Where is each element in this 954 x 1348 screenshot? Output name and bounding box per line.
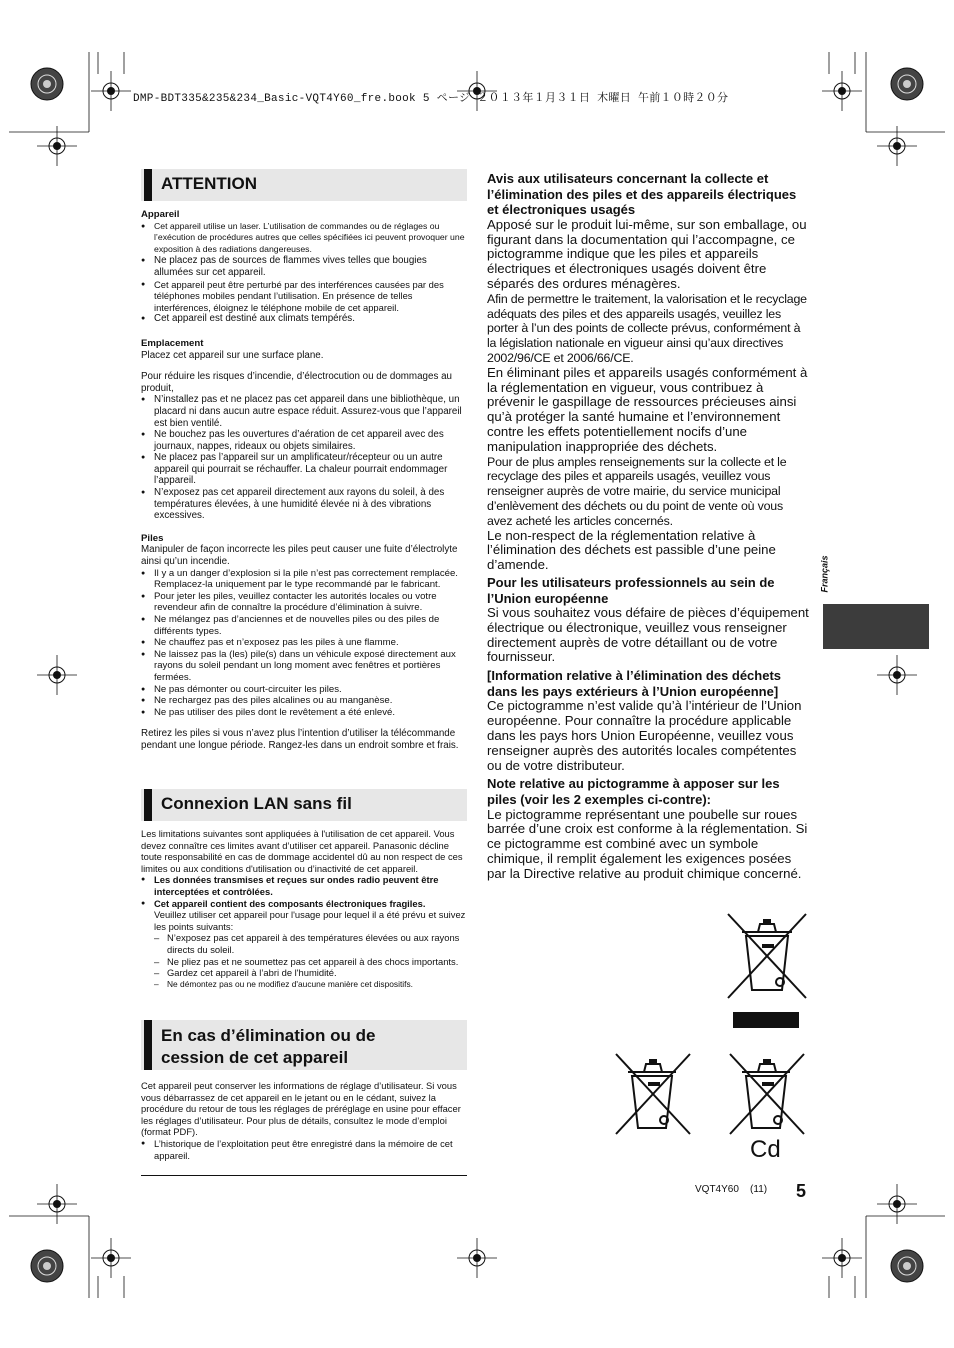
list-item: – N’exposez pas cet appareil à des températures élevées ou aux rayons directs du soleil.	[154, 932, 467, 955]
language-tab	[823, 604, 929, 649]
section-elimination	[141, 1020, 467, 1161]
footer-code: VQT4Y60 (11)	[695, 1184, 768, 1195]
list-item: ● Ne bouchez pas les ouvertures d’aération de cet appareil avec des journaux, nappes, rideaux ou objets similaires.	[141, 429, 467, 452]
crossed-bin-icon	[724, 910, 810, 1028]
subheading-piles: Piles	[141, 532, 164, 544]
list-item: ● Ne rechargez pas des piles alcalines ou au manganèse.	[141, 695, 467, 707]
list-item: ● Cet appareil peut être perturbé par des interférences causées par des téléphones mobiles pendant l’utilisation. En présence de telles interférences, éloignez le téléphone mobile de cet appareil.	[141, 279, 467, 314]
section-elimination-header	[141, 1020, 467, 1070]
list-item: ● Cet appareil est destiné aux climats tempérés.	[141, 313, 467, 325]
section-lan	[141, 789, 467, 990]
subheading-emplacement: Emplacement	[141, 337, 204, 349]
list-item: ● Ne pas utiliser des piles dont le revêtement a été enlevé.	[141, 707, 467, 719]
lan-dash-list	[141, 932, 467, 990]
list-item: ● Ne pas démonter ou court-circuiter les piles.	[141, 684, 467, 696]
paragraph: Ce pictogramme n’est valide qu’à l’intérieur de l’Union européenne. Pour connaître la procédure applicable dans les pays hors Union Européenne, veuillez vous renseigner auprès des autorités locales compétentes ou de votre distributeur.	[487, 698, 802, 773]
subheading-appareil: Appareil	[141, 209, 180, 220]
heading-professionnels: Pour les utilisateurs professionnels au sein de l’Union européenne	[487, 574, 775, 606]
list-item: – Ne démontez pas ou ne modifiez d'aucune manière cet dispositifs.	[154, 979, 467, 991]
lan-list	[141, 874, 467, 932]
list-item: ● Ne placez pas l’appareil sur un amplificateur/récepteur ou un autre appareil qui pourrait se réchauffer. La chaleur pourrait endommager l’appareil.	[141, 452, 467, 487]
risques-list	[141, 394, 467, 522]
list-item: ● Ne laissez pas la (les) pile(s) dans un véhicule exposé directement aux rayons du soleil pendant un long moment avec fenêtres et portières fermées.	[141, 649, 467, 684]
piles-list	[141, 568, 467, 719]
list-item	[141, 898, 467, 933]
cadmium-symbol: Cd	[750, 1136, 781, 1163]
piles-outro: Retirez les piles si vous n’avez plus l’intention d’utiliser la télécommande pendant une longue période. Rangez-les dans un endroit sombre et frais.	[141, 728, 459, 751]
list-item-bold: Cet appareil contient des composants électroniques fragiles.	[154, 897, 426, 909]
appareil-list	[141, 221, 467, 325]
elimination-list	[141, 1138, 467, 1161]
list-item: ● Pour jeter les piles, veuillez contacter les autorités locales ou votre revendeur afin de connaître la procédure d’élimination à suivre.	[141, 591, 467, 614]
heading-hors-ue: [Information relative à l’élimination des déchets dans les pays extérieurs à l’Union européenne]	[487, 668, 782, 699]
elimination-text: Cet appareil peut conserver les informations de réglage d’utilisateur. Si vous vous débarrassez de cet appareil en le jetant ou en le cédant, suivez la procédure du retour de tous les réglages de préréglage en usine pour effacer les réglages d’utilisateur. Pour plus de détails, consultez le mode d’emploi (format PDF).	[141, 1080, 461, 1138]
list-item-text: Veuillez utiliser cet appareil pour l'usage pour lequel il a été prévu et suivez les points suivants:	[154, 909, 466, 932]
section-attention-header	[141, 169, 467, 201]
list-item: ● Les données transmises et reçues sur ondes radio peuvent être interceptées et contrôlées.	[141, 874, 467, 897]
section-title: ATTENTION	[161, 174, 258, 193]
paragraph: Pour de plus amples renseignements sur la collecte et le recyclage des piles et appareils usagés, veuillez vous renseigner auprès de votre mairie, du service municipal d’enlèvement des déchets ou du point de vente où vous avez acheté les articles concernés.	[487, 454, 787, 528]
heading-note-pictogramme: Note relative au pictogramme à apposer sur les piles (voir les 2 exemples ci-contre):	[487, 776, 780, 808]
bottom-rule	[141, 1175, 467, 1176]
section-title: En cas d’élimination ou de cession de cet appareil	[161, 1026, 376, 1067]
list-item: – Ne pliez pas et ne soumettez pas cet appareil à des chocs importants.	[154, 956, 467, 968]
risques-intro: Pour réduire les risques d’incendie, d’électrocution ou de dommages au produit,	[141, 371, 452, 394]
list-item: ● N’installez pas et ne placez pas cet appareil dans une bibliothèque, un placard ni dans aucun autre espace réduit. Assurez-vous que l’appareil est bien ventilé.	[141, 394, 467, 429]
lan-intro: Les limitations suivantes sont appliquées à l'utilisation de cet appareil. Vous devez connaître ces limites avant d’utiliser cet appareil. Panasonic décline toute responsabilité en cas de dommage accidentel dû au non respect de ces limites ou aux conditions d'utilisation ou d’inactivité de cet appareil.	[141, 828, 463, 874]
section-lan-header	[141, 789, 467, 821]
list-item: ● N’exposez pas cet appareil directement aux rayons du soleil, à des températures élevées, à une humidité élevée ni à des vibrations excessives.	[141, 487, 467, 522]
heading-avis: Avis aux utilisateurs concernant la collecte et l’élimination des piles et des appareils électriques et électroniques usagés	[487, 171, 797, 218]
page-number: 5	[796, 1181, 807, 1201]
paragraph: Le pictogramme représentant une poubelle sur roues barrée d’une croix est conforme à la réglementation. Si ce pictogramme est combiné avec un symbole chimique, il remplit également les exigences posées par la Directive relative au produit chimique concerné.	[487, 806, 808, 881]
paragraph: Si vous souhaitez vous défaire de pièces d’équipement électrique ou électronique, veuillez vous renseigner directement auprès de votre détaillant ou de votre fournisseur.	[487, 605, 809, 665]
print-header: DMP-BDT335&235&234_Basic-VQT4Y60_fre.book 5 ページ ２０１３年１月３１日 木曜日 午前１０時２０分	[133, 93, 729, 105]
paragraph: Afin de permettre le traitement, la valorisation et le recyclage adéquats des piles et des appareils usagés, veuillez les porter à l’un des points de collecte prévus, conformément à la législation nationale en vigueur ainsi qu’aux directives 2002/96/CE et 2006/66/CE.	[487, 291, 807, 365]
left-column	[141, 169, 467, 752]
list-item: ● Ne placez pas de sources de flammes vives telles que bougies allumées sur cet appareil.	[141, 255, 467, 278]
emplacement-text: Placez cet appareil sur une surface plane.	[141, 349, 324, 361]
crossed-bin-icon	[612, 1052, 694, 1136]
list-item: ● Cet appareil utilise un laser. L’utilisation de commandes ou de réglages ou l’exécution de procédures autres que celles spécifiées ici peuvent provoquer une exposition à des radiations dangereuses.	[141, 221, 467, 256]
piles-intro: Manipuler de façon incorrecte les piles peut causer une fuite d’électrolyte ainsi qu’un incendie.	[141, 544, 458, 568]
list-item: ● Ne chauffez pas et n’exposez pas les piles à une flamme.	[141, 637, 467, 649]
crossed-bin-icon	[726, 1052, 808, 1136]
language-tab-label: Français	[819, 555, 830, 593]
right-column	[487, 171, 811, 882]
list-item: – Gardez cet appareil à l’abri de l'humidité.	[154, 967, 467, 979]
list-item: ● Ne mélangez pas d’anciennes et de nouvelles piles ou des piles de différents types.	[141, 614, 467, 637]
paragraph: Apposé sur le produit lui-même, sur son emballage, ou figurant dans la documentation qui l’accompagne, ce pictogramme indique que les piles et appareils électriques et électroniques usagés doivent être séparés des ordures ménagères.	[487, 216, 807, 291]
section-title: Connexion LAN sans fil	[161, 794, 352, 813]
list-item: ● Il y a un danger d’explosion si la pile n’est pas correctement remplacée. Remplacez-la uniquement par le type recommandé par le fabricant.	[141, 568, 467, 591]
paragraph: En éliminant piles et appareils usagés conformément à la réglementation en vigueur, vous contribuez à prévenir le gaspillage de ressources précieuses ainsi qu’à protéger la santé humaine et l’environnement contre les effets potentiellement nocifs d’une manipulation inappropriée des déchets.	[487, 364, 808, 454]
paragraph: Le non-respect de la réglementation relative à l’élimination des déchets est passible d’une peine d’amende.	[487, 527, 776, 573]
list-item: ● L’historique de l’exploitation peut être enregistré dans la mémoire de cet appareil.	[141, 1138, 467, 1161]
